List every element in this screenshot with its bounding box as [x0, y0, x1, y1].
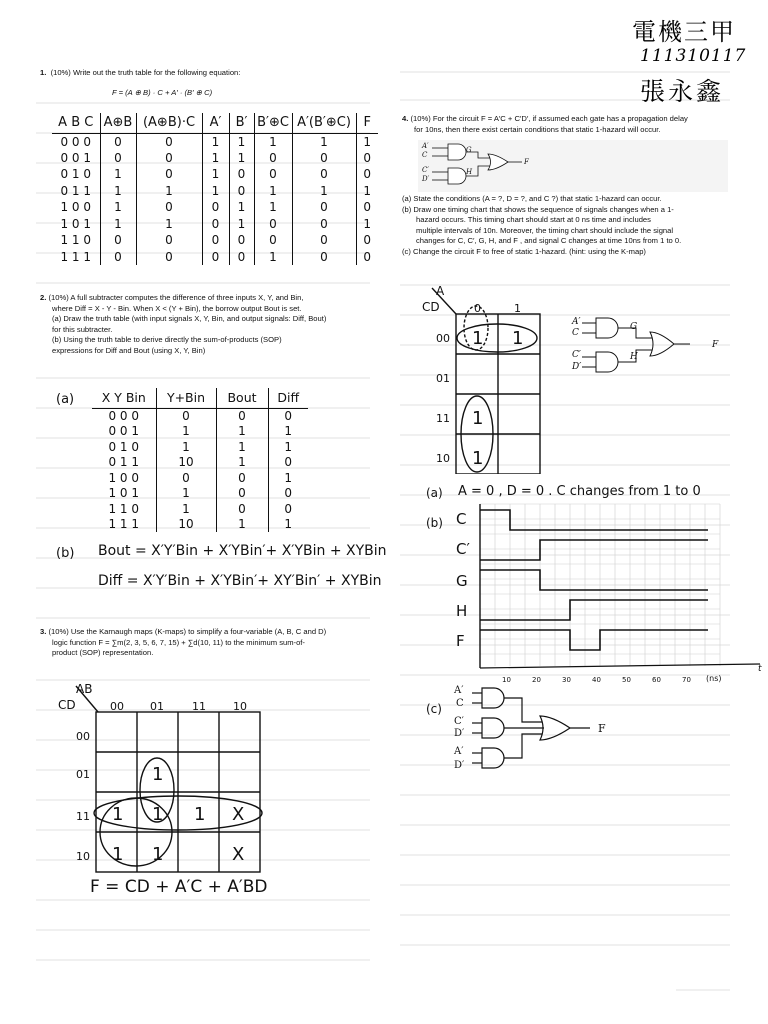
class-name: 電機三甲 — [632, 18, 736, 46]
table-row: 1 1 1 10 1 1 — [92, 517, 308, 533]
kmap-cell: X — [232, 804, 245, 825]
timing-wave-2 — [480, 570, 708, 590]
kmap-cell: 1 — [194, 804, 206, 825]
q4-answer-c-label: (c) — [426, 702, 442, 716]
kmap-row-11: 11 — [76, 810, 90, 823]
q4-number: 4. — [402, 114, 409, 123]
q3-kmap-row-var: CD — [58, 698, 76, 712]
kmap-col-10: 10 — [233, 700, 247, 713]
kmap-row-00: 00 — [76, 730, 90, 743]
table-header-row: X Y Bin Y+Bin Bout Diff — [92, 388, 308, 408]
q4-timing-label: (b) — [426, 516, 443, 530]
table-row: 0 1 1 1 1 1 0 1 1 1 — [52, 183, 378, 200]
kmap-cell: 1 — [472, 408, 484, 429]
col-a-not: A′ — [202, 113, 229, 133]
kmap-cell: 1 — [512, 328, 524, 349]
q4-kmap-col-var: A — [436, 284, 445, 298]
kmap-row-01: 01 — [76, 768, 90, 781]
kmap-cell: 1 — [472, 448, 484, 469]
timing-wave-0 — [480, 510, 708, 530]
q3-answer: F = CD + A′C + A′BD — [90, 877, 268, 897]
table-row: 0 0 1 1 1 1 — [92, 424, 308, 440]
q2-truth-table — [92, 388, 308, 532]
kmap-cell: X — [232, 844, 245, 865]
col-bnot-xor-c: B′⊕C — [254, 113, 292, 133]
q1-truth-table — [52, 113, 378, 265]
timing-signal-g: G — [456, 572, 468, 590]
student-name: 張永鑫 — [640, 77, 725, 106]
q4-circuit-copy — [566, 312, 730, 380]
q4-answer-a: A = 0 , D = 0 . C changes from 1 to 0 — [458, 484, 701, 499]
q4-printed-circuit — [418, 140, 728, 192]
q2-bout-equation: Bout = X′Y′Bin + X′YBin′+ X′YBin + XYBin — [98, 543, 387, 559]
table-row: 1 0 0 0 0 1 — [92, 470, 308, 486]
q3-number: 3. — [40, 627, 47, 636]
col-abc: A B C — [52, 113, 100, 133]
fixed-circuit-output: F — [598, 722, 606, 735]
table-row: 0 1 1 10 1 0 — [92, 455, 308, 471]
table-row: 1 1 1 0 0 0 0 1 0 0 — [52, 249, 378, 266]
table-row: 0 1 0 1 1 1 — [92, 439, 308, 455]
kmap-col-01: 01 — [150, 700, 164, 713]
timing-signal-cnot: C′ — [456, 540, 470, 558]
q4-kmap-row-var: CD — [422, 300, 440, 314]
table-row: 0 0 0 0 0 0 — [92, 408, 308, 424]
table-row: 0 0 0 0 0 1 1 1 1 1 — [52, 133, 378, 150]
kmap-cell: 1 — [112, 804, 124, 825]
col-xor-and-c: (A⊕B)·C — [136, 113, 202, 133]
q2-part-a-label: (a) — [56, 392, 75, 407]
table-row: 1 0 0 1 0 0 1 1 0 0 — [52, 199, 378, 216]
timing-wave-1 — [480, 540, 708, 560]
kmap-cell: 1 — [152, 804, 164, 825]
kmap-cell: 1 — [112, 844, 124, 865]
q3-kmap-col-var: AB — [76, 682, 93, 696]
table-row: 0 0 1 0 0 1 1 0 0 0 — [52, 150, 378, 167]
q2-number: 2. — [40, 293, 47, 302]
kmap-cell: 1 — [472, 328, 484, 349]
table-row: 0 1 0 1 0 1 0 0 0 0 — [52, 166, 378, 183]
q4-fixed-circuit — [466, 682, 616, 782]
table-row: 1 0 1 1 1 0 1 0 0 1 — [52, 216, 378, 233]
q1-prompt — [40, 68, 240, 79]
col-f: F — [356, 113, 378, 133]
q1-text: (10%) Write out the truth table for the following equation: — [50, 68, 241, 77]
q2-part-b-label: (b) — [56, 546, 75, 561]
q1-equation: F = (A ⊕ B) · C + A′ · (B′ ⊕ C) — [112, 88, 213, 97]
timing-axis-label: t — [758, 664, 762, 674]
timing-unit: (ns) — [706, 674, 722, 683]
table-row: 1 0 1 1 0 0 — [92, 486, 308, 502]
timing-signal-c: C — [456, 510, 467, 528]
q2-diff-equation: Diff = X′Y′Bin + X′YBin′+ XY′Bin′ + XYBin — [98, 573, 382, 589]
student-id: 111310117 — [640, 46, 747, 66]
kmap-col-00: 00 — [110, 700, 124, 713]
kmap-group-ac — [457, 324, 537, 352]
kmap-row-10: 10 — [76, 850, 90, 863]
kmap-cell: 1 — [152, 764, 164, 785]
table-header-row — [52, 113, 378, 133]
col-a-xor-b: A⊕B — [100, 113, 136, 133]
q4-answer-a-label: (a) — [426, 486, 443, 500]
col-b-not: B′ — [229, 113, 254, 133]
table-row: 1 1 0 0 0 0 0 0 0 0 — [52, 232, 378, 249]
table-row: 1 1 0 1 0 0 — [92, 501, 308, 517]
kmap-col-11: 11 — [192, 700, 206, 713]
timing-signal-h: H — [456, 602, 468, 620]
q4-prompt: 4. (10%) For the circuit F = A′C + C′D′, if assumed each gate has a propagation delay for 10ns, then there exist certain conditions that static 1-hazard will occur. — [402, 114, 688, 134]
q4-timing-chart — [476, 500, 766, 680]
timing-wave-4 — [480, 630, 708, 650]
timing-signal-f: F — [456, 632, 465, 650]
q4-subquestions: (a) State the conditions (A = ?, D = ?, and C ?) that static 1-hazard can occur. (b) Draw one timing chart that shows the sequence of signals changes when a 1- hazard occurs. This timing chart should start at 0 ns time and includes multiple intervals of 10n. Moreover, the timing chart should include the signal changes for C, C′, G, H, and F , and signal C changes at time 10ns from 1 to 0. (c) Change the circuit F to free of static 1-hazard. (hint: using the K-map) — [402, 194, 682, 256]
q1-number: 1. — [40, 68, 47, 77]
q2-prompt: 2. (10%) A full subtracter computes the difference of three inputs X, Y, and Bin, where Diff = X - Y - Bin. When X < (Y + Bin), the borrow output Bout is set. (a) Draw the truth table (with input signals X, Y, Bin, and output signals: Diff, Bout) for this subtracter. (b) Using the truth table to derive directly the sum-of-products (SOP) expressions for Diff and Bout (using X, Y, Bin) — [40, 293, 327, 355]
kmap-cell: 1 — [152, 844, 164, 865]
q3-prompt: 3. (10%) Use the Karnaugh maps (K-maps) to simplify a four-variable (A, B, C and D) logic function F = ∑m(2, 3, 5, 6, 7, 15) + ∑d(10, 11) to the minimum sum-of- product (SOP) representation. — [40, 627, 327, 657]
col-anot-term: A′(B′⊕C) — [292, 113, 356, 133]
timing-wave-3 — [480, 600, 708, 620]
